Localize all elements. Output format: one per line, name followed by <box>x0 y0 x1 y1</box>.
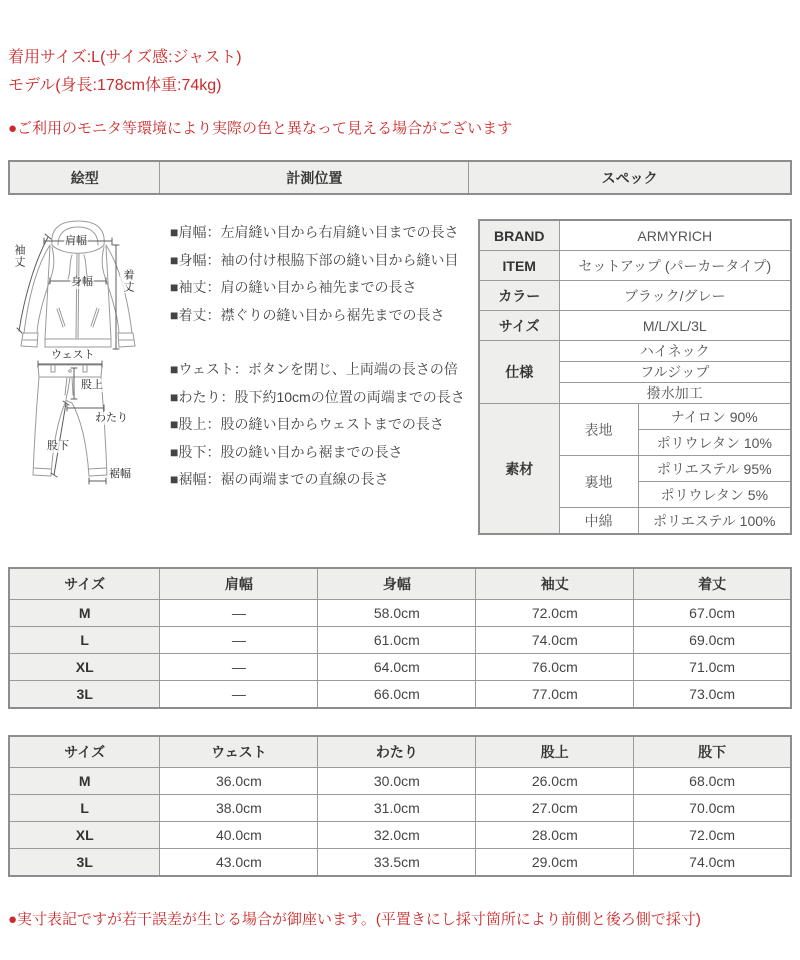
strip-col-shape: 絵型 <box>9 161 160 194</box>
spec-padding-label: 中綿 <box>559 508 638 535</box>
value-cell: 43.0cm <box>160 849 318 877</box>
header-cell: 身幅 <box>318 568 476 600</box>
accuracy-note: ●実寸表記ですが若干誤差が生じる場合が御座います。(平置きにし採寸箇所により前側と後ろ側で採寸) <box>8 911 701 928</box>
definition-line: ■わたり：股下約10cmの位置の両端までの長さ <box>170 388 465 405</box>
spec-feature-value: フルジップ <box>559 362 791 383</box>
definition-line: ■股下：股の縫い目から裾までの長さ <box>170 443 403 460</box>
spec-feature-value: 撥水加工 <box>559 383 791 404</box>
value-cell: 70.0cm <box>634 795 791 822</box>
definition-line: ■着丈：襟ぐりの縫い目から裾先までの長さ <box>170 306 445 323</box>
header-cell: わたり <box>318 736 476 768</box>
sketch-label-waist: ウェスト <box>51 349 95 361</box>
value-cell: 73.0cm <box>634 681 791 709</box>
size-cell: XL <box>9 654 160 681</box>
value-cell: 71.0cm <box>634 654 791 681</box>
spec-color-label: カラー <box>479 281 559 311</box>
header-cell: 股下 <box>634 736 791 768</box>
spec-brand-value: ARMYRICH <box>559 220 791 251</box>
value-cell: 30.0cm <box>318 768 476 795</box>
sketch-label-thigh: わたり <box>95 412 128 424</box>
value-cell: 76.0cm <box>476 654 634 681</box>
content-row <box>8 219 792 541</box>
spec-material-label: 素材 <box>479 404 559 535</box>
value-cell: 61.0cm <box>318 627 476 654</box>
value-cell: 72.0cm <box>634 822 791 849</box>
definition-line: ■肩幅：左肩縫い目から右肩縫い目までの長さ <box>170 224 459 240</box>
value-cell: — <box>160 600 318 627</box>
spec-shell-label: 表地 <box>559 404 638 456</box>
value-cell: 28.0cm <box>476 822 634 849</box>
size-row <box>9 654 791 681</box>
spec-feature-value: ハイネック <box>559 341 791 362</box>
value-cell: 69.0cm <box>634 627 791 654</box>
header-cell: サイズ <box>9 736 160 768</box>
bottoms-definitions <box>170 356 478 494</box>
spec-padding-value: ポリエステル 100% <box>638 508 791 535</box>
header-cell: 着丈 <box>634 568 791 600</box>
definition-line: ■袖丈：肩の縫い目から袖先までの長さ <box>170 279 417 295</box>
value-cell: — <box>160 681 318 709</box>
definition-line: ■ウェスト：ボタンを閉じ、上両端の長さの倍 <box>170 361 458 377</box>
garment-sketch <box>8 219 166 541</box>
size-row <box>9 768 791 795</box>
header-cell: 肩幅 <box>160 568 318 600</box>
spec-color-value: ブラック/グレー <box>559 281 791 311</box>
value-cell: 36.0cm <box>160 768 318 795</box>
spec-size-label: サイズ <box>479 311 559 341</box>
size-row <box>9 849 791 877</box>
value-cell: 29.0cm <box>476 849 634 877</box>
value-cell: 77.0cm <box>476 681 634 709</box>
spec-lining-value: ポリエステル 95% <box>638 456 791 482</box>
value-cell: 68.0cm <box>634 768 791 795</box>
size-cell: 3L <box>9 681 160 709</box>
header-cell: サイズ <box>9 568 160 600</box>
value-cell: 27.0cm <box>476 795 634 822</box>
spec-shell-value: ナイロン 90% <box>638 404 791 430</box>
size-cell: XL <box>9 822 160 849</box>
sketch-label-shoulder: 肩幅 <box>65 235 87 247</box>
value-cell: 26.0cm <box>476 768 634 795</box>
value-cell: 32.0cm <box>318 822 476 849</box>
measure-definitions <box>166 219 478 494</box>
spec-lining-label: 裏地 <box>559 456 638 508</box>
sketch-label-hem: 裾幅 <box>109 468 131 480</box>
size-row <box>9 600 791 627</box>
sketch-label-sleeve: 袖丈 <box>13 244 25 268</box>
strip-col-spec: スペック <box>469 161 791 194</box>
spec-lining-value: ポリウレタン 5% <box>638 482 791 508</box>
bottoms-header-row <box>9 736 791 768</box>
size-row <box>9 822 791 849</box>
sketch-label-rise: 股上 <box>81 379 103 391</box>
value-cell: 31.0cm <box>318 795 476 822</box>
value-cell: 58.0cm <box>318 600 476 627</box>
value-cell: 40.0cm <box>160 822 318 849</box>
size-row <box>9 681 791 709</box>
spec-shell-value: ポリウレタン 10% <box>638 430 791 456</box>
sketch-label-length: 着丈 <box>122 269 134 293</box>
value-cell: 74.0cm <box>634 849 791 877</box>
spec-feature-label: 仕様 <box>479 341 559 404</box>
monitor-note: ●ご利用のモニタ等環境により実際の色と異なって見える場合がございます <box>8 120 513 137</box>
size-cell: M <box>9 768 160 795</box>
value-cell: 64.0cm <box>318 654 476 681</box>
size-row <box>9 627 791 654</box>
value-cell: 67.0cm <box>634 600 791 627</box>
tops-definitions <box>170 219 478 329</box>
spec-item-value: セットアップ (パーカータイプ) <box>559 251 791 281</box>
size-cell: L <box>9 795 160 822</box>
header-cell: ウェスト <box>160 736 318 768</box>
value-cell: 33.5cm <box>318 849 476 877</box>
value-cell: 38.0cm <box>160 795 318 822</box>
definition-line: ■股上：股の縫い目からウェストまでの長さ <box>170 416 444 432</box>
header-cell: 股上 <box>476 736 634 768</box>
header-cell: 袖丈 <box>476 568 634 600</box>
spec-brand-label: BRAND <box>479 220 559 251</box>
value-cell: — <box>160 627 318 654</box>
spec-size-value: M/L/XL/3L <box>559 311 791 341</box>
bottoms-size-table <box>8 735 792 877</box>
strip-col-position: 計測位置 <box>160 161 469 194</box>
spec-table <box>478 219 792 535</box>
sketch-label-inseam: 股下 <box>47 440 69 452</box>
spec-item-label: ITEM <box>479 251 559 281</box>
sketch-label-body-width: 身幅 <box>71 276 93 288</box>
tops-header-row <box>9 568 791 600</box>
section-header-strip <box>8 160 792 195</box>
value-cell: — <box>160 654 318 681</box>
size-cell: M <box>9 600 160 627</box>
size-cell: L <box>9 627 160 654</box>
value-cell: 74.0cm <box>476 627 634 654</box>
size-cell: 3L <box>9 849 160 877</box>
wear-size-note: 着用サイズ:L(サイズ感:ジャスト) <box>8 49 242 66</box>
model-note: モデル(身長:178cm体重:74kg) <box>8 77 222 94</box>
definition-line: ■身幅：袖の付け根脇下部の縫い目から縫い目 <box>170 251 459 268</box>
size-row <box>9 795 791 822</box>
definition-line: ■裾幅：裾の両端までの直線の長さ <box>170 471 389 487</box>
value-cell: 66.0cm <box>318 681 476 709</box>
tops-size-table <box>8 567 792 709</box>
value-cell: 72.0cm <box>476 600 634 627</box>
